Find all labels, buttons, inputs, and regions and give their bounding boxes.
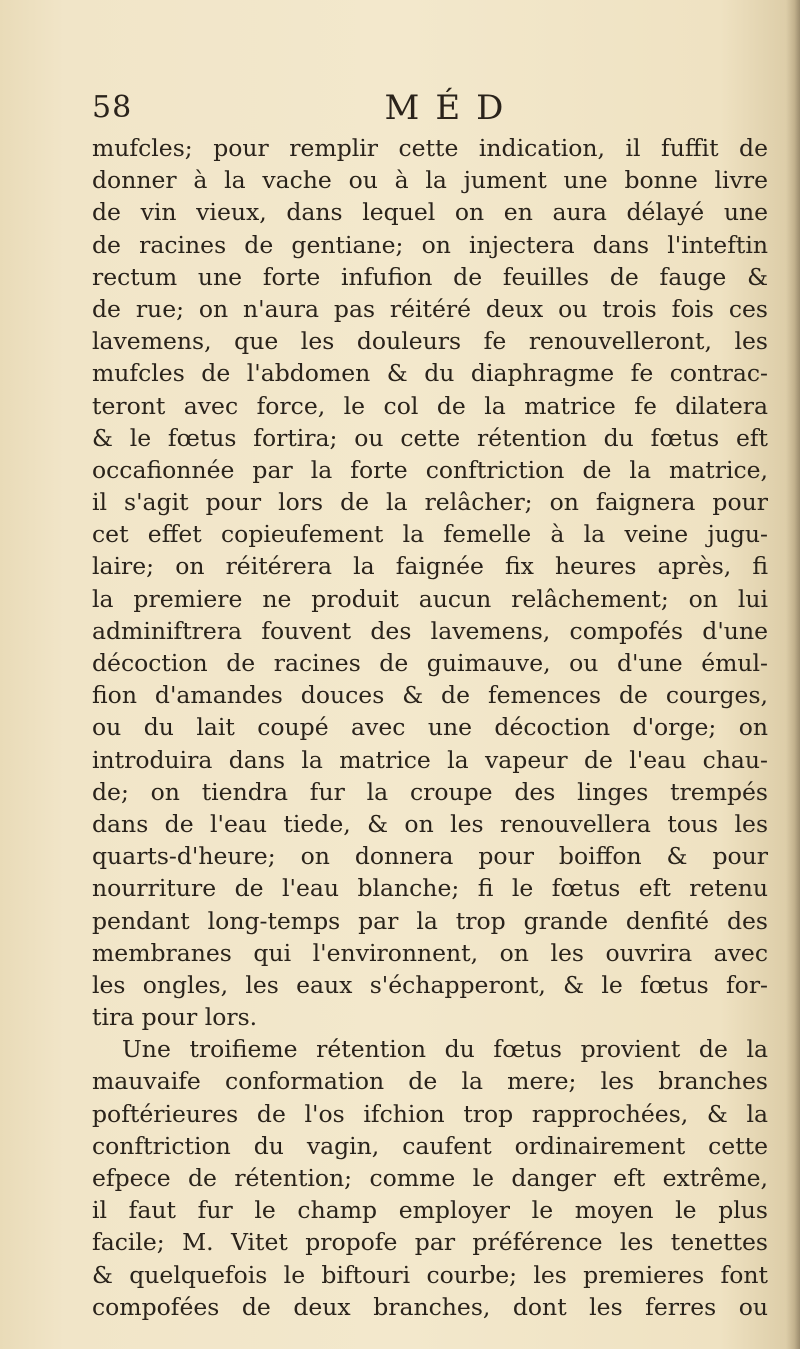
text-line: membranes qui l'environnent, on les ouvrira avec	[92, 938, 768, 967]
text-line: facile; M. Vitet propofe par préférence les tenettes	[92, 1228, 768, 1257]
text-line: fion d'amandes douces & de femences de courges,	[92, 681, 768, 710]
text-line: cet effet copieufement la femelle à la veine jugu-	[92, 520, 768, 549]
text-line: adminiftrera fouvent des lavemens, compofés d'une	[92, 616, 768, 645]
text-line: de racines de gentiane; on injectera dans l'inteftin	[92, 230, 768, 259]
running-head: MÉD	[384, 88, 520, 128]
text-line: ou du lait coupé avec une décoction d'orge; on	[92, 713, 768, 742]
text-line: il faut fur le champ employer le moyen le plus	[92, 1196, 768, 1225]
text-line: de rue; on n'aura pas réitéré deux ou trois fois ces	[92, 294, 768, 323]
page-number: 58	[92, 90, 133, 125]
text-line: & le fœtus fortira; ou cette rétention du fœtus eft	[92, 423, 768, 452]
text-line: de vin vieux, dans lequel on en aura délayé une	[92, 198, 768, 227]
paragraph-start-line: Une troifieme rétention du fœtus provient de la	[122, 1035, 768, 1064]
text-line: introduira dans la matrice la vapeur de l'eau chau-	[92, 745, 768, 774]
text-line: poftérieures de l'os ifchion trop rapprochées, & la	[92, 1099, 768, 1128]
text-line: les ongles, les eaux s'échapperont, & le fœtus for-	[92, 970, 768, 999]
text-line: tira pour lors.	[92, 1003, 258, 1032]
page-edge-shadow	[786, 0, 800, 1349]
text-line: mufcles de l'abdomen & du diaphragme fe contrac-	[92, 359, 768, 388]
text-line: & quelquefois le biftouri courbe; les premieres font	[92, 1260, 768, 1289]
text-line: dans de l'eau tiede, & on les renouvellera tous les	[92, 809, 768, 838]
text-line: lavemens, que les douleurs fe renouvelleront, les	[92, 327, 768, 356]
text-line: mauvaife conformation de la mere; les branches	[92, 1067, 768, 1096]
page-header	[92, 88, 772, 128]
text-line: occafionnée par la forte conftriction de la matrice,	[92, 455, 768, 484]
text-line: nourriture de l'eau blanche; fi le fœtus eft retenu	[92, 874, 768, 903]
text-line: efpece de rétention; comme le danger eft extrême,	[92, 1164, 768, 1192]
text-line: il s'agit pour lors de la relâcher; on faignera pour	[92, 488, 768, 517]
text-line: mufcles; pour remplir cette indication, il fuffit de	[92, 134, 768, 162]
text-line: conftriction du vagin, caufent ordinairement cette	[92, 1131, 768, 1160]
text-line: laire; on réitérera la faignée fix heures après, fi	[92, 552, 768, 581]
text-line: pendant long-temps par la trop grande denfité des	[92, 906, 768, 935]
text-line: donner à la vache ou à la jument une bonne livre	[92, 166, 768, 195]
text-line: quarts-d'heure; on donnera pour boiffon & pour	[92, 842, 768, 871]
text-line: de; on tiendra fur la croupe des linges trempés	[92, 777, 768, 806]
text-line: décoction de racines de guimauve, ou d'une émul-	[92, 649, 768, 677]
text-line: la premiere ne produit aucun relâchement; on lui	[92, 584, 768, 613]
text-line: teront avec force, le col de la matrice fe dilatera	[92, 391, 768, 420]
text-line: rectum une forte infufion de feuilles de fauge &	[92, 262, 768, 291]
body-text	[92, 132, 768, 1323]
text-line: compofées de deux branches, dont les ferres ou	[92, 1292, 768, 1321]
